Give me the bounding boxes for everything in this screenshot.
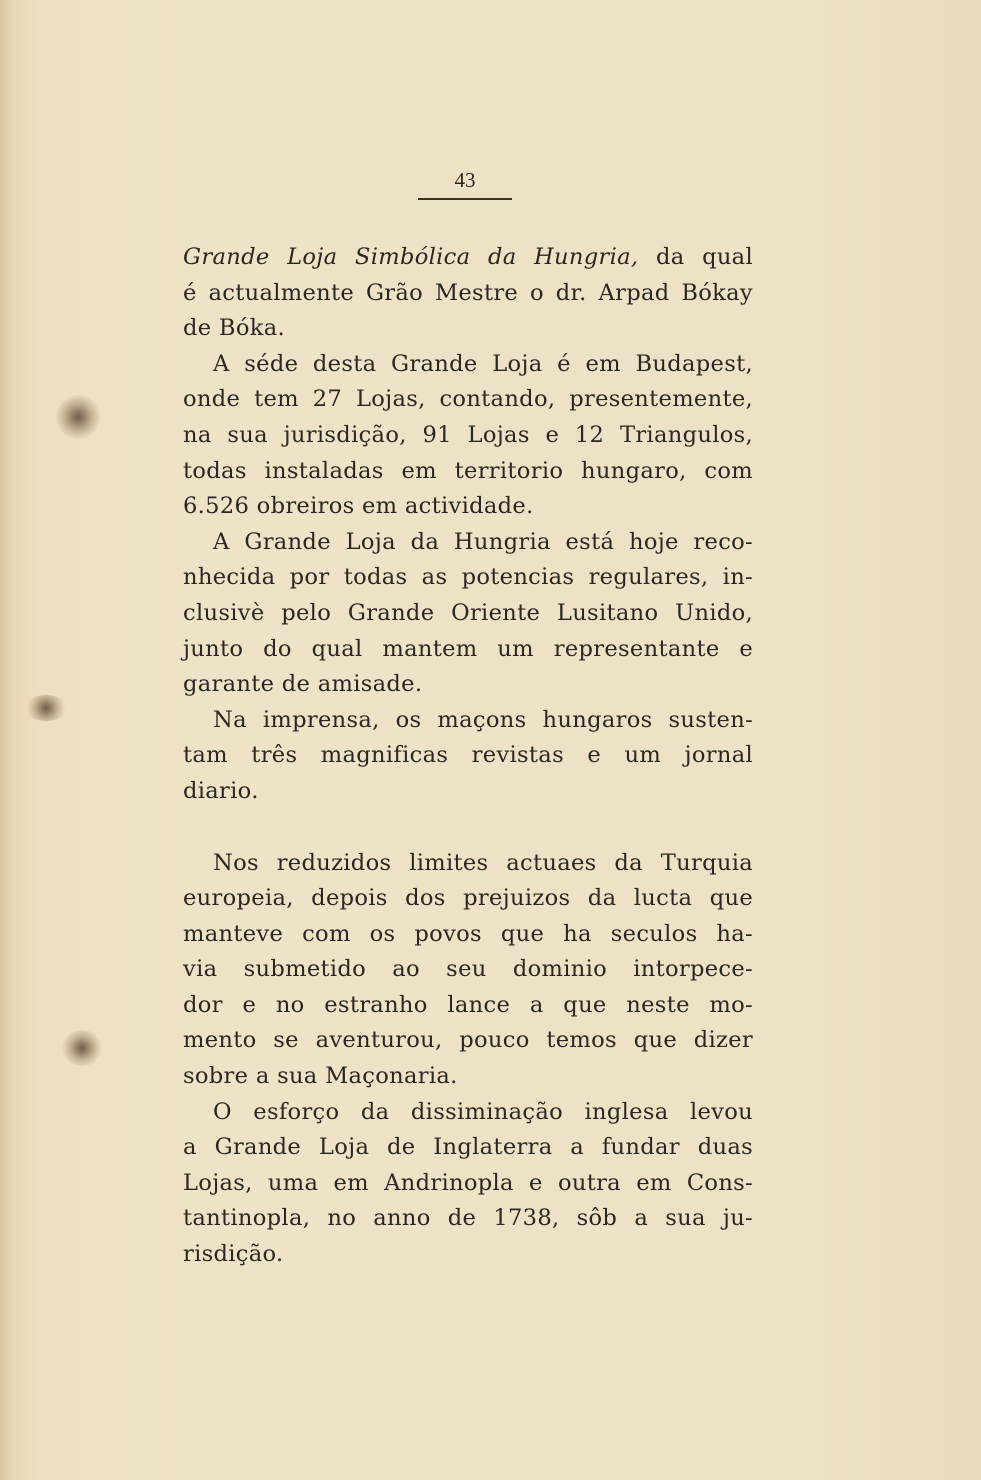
stain-mark — [62, 1030, 102, 1066]
paragraph — [183, 703, 753, 810]
text-line: garante de amisade. — [183, 671, 423, 698]
text-line: sobre a sua Maçonaria. — [183, 1063, 458, 1090]
text-line: todas instaladas em territorio hungaro, com — [183, 457, 753, 484]
text-line: tam três magnificas revistas e um jornal — [183, 742, 753, 769]
text-line: na sua jurisdição, 91 Lojas e 12 Triangulos, — [183, 421, 753, 448]
stain-mark — [24, 695, 68, 721]
text-line: Nos reduzidos limites actuaes da Turquia — [213, 849, 753, 876]
text-line: é actualmente Grão Mestre o dr. Arpad Bókay — [183, 279, 753, 306]
text-line: mento se aventurou, pouco temos que dizer — [183, 1027, 753, 1054]
text-line: diario. — [183, 777, 259, 804]
page-number: 43 — [454, 168, 476, 192]
stain-mark — [56, 395, 100, 439]
text-line: onde tem 27 Lojas, contando, presentemente, — [183, 386, 753, 413]
text-line: europeia, depois dos prejuizos da lucta que — [183, 885, 753, 912]
text-line — [183, 240, 753, 276]
binding-edge — [0, 0, 14, 1480]
paragraph — [183, 846, 753, 1095]
text-line: tantinopla, no anno de 1738, sôb a sua ju- — [183, 1205, 753, 1232]
text-line: dor e no estranho lance a que neste mo- — [183, 991, 753, 1018]
text-line: junto do qual mantem um representante e — [183, 635, 753, 662]
text-line: a Grande Loja de Inglaterra a fundar duas — [183, 1134, 753, 1161]
paragraph — [183, 240, 753, 347]
text-line: Na imprensa, os maçons hungaros susten- — [213, 706, 753, 733]
text-line: Lojas, uma em Andrinopla e outra em Cons- — [183, 1169, 753, 1196]
paragraph — [183, 347, 753, 525]
body-text — [183, 240, 753, 1273]
text-line: O esforço da dissiminação inglesa levou — [213, 1098, 753, 1125]
text-line: 6.526 obreiros em actividade. — [183, 493, 534, 520]
text-line: nhecida por todas as potencias regulares, in- — [183, 564, 753, 591]
italic-title: Grande Loja Simbólica da Hungria, — [183, 244, 639, 270]
text-line: risdição. — [183, 1241, 284, 1268]
text-line: via submetido ao seu dominio intorpece- — [183, 956, 753, 983]
line-text: da qual — [638, 244, 753, 270]
page-number-rule — [418, 198, 512, 200]
text-line: clusivè pelo Grande Oriente Lusitano Unido, — [183, 599, 753, 626]
text-line: A séde desta Grande Loja é em Budapest, — [213, 350, 753, 377]
paragraph — [183, 525, 753, 703]
text-line: A Grande Loja da Hungria está hoje reco- — [213, 528, 753, 555]
section-gap — [183, 810, 753, 846]
paragraph — [183, 1095, 753, 1273]
text-line: manteve com os povos que ha seculos ha- — [183, 920, 753, 947]
text-line: de Bóka. — [183, 315, 285, 342]
